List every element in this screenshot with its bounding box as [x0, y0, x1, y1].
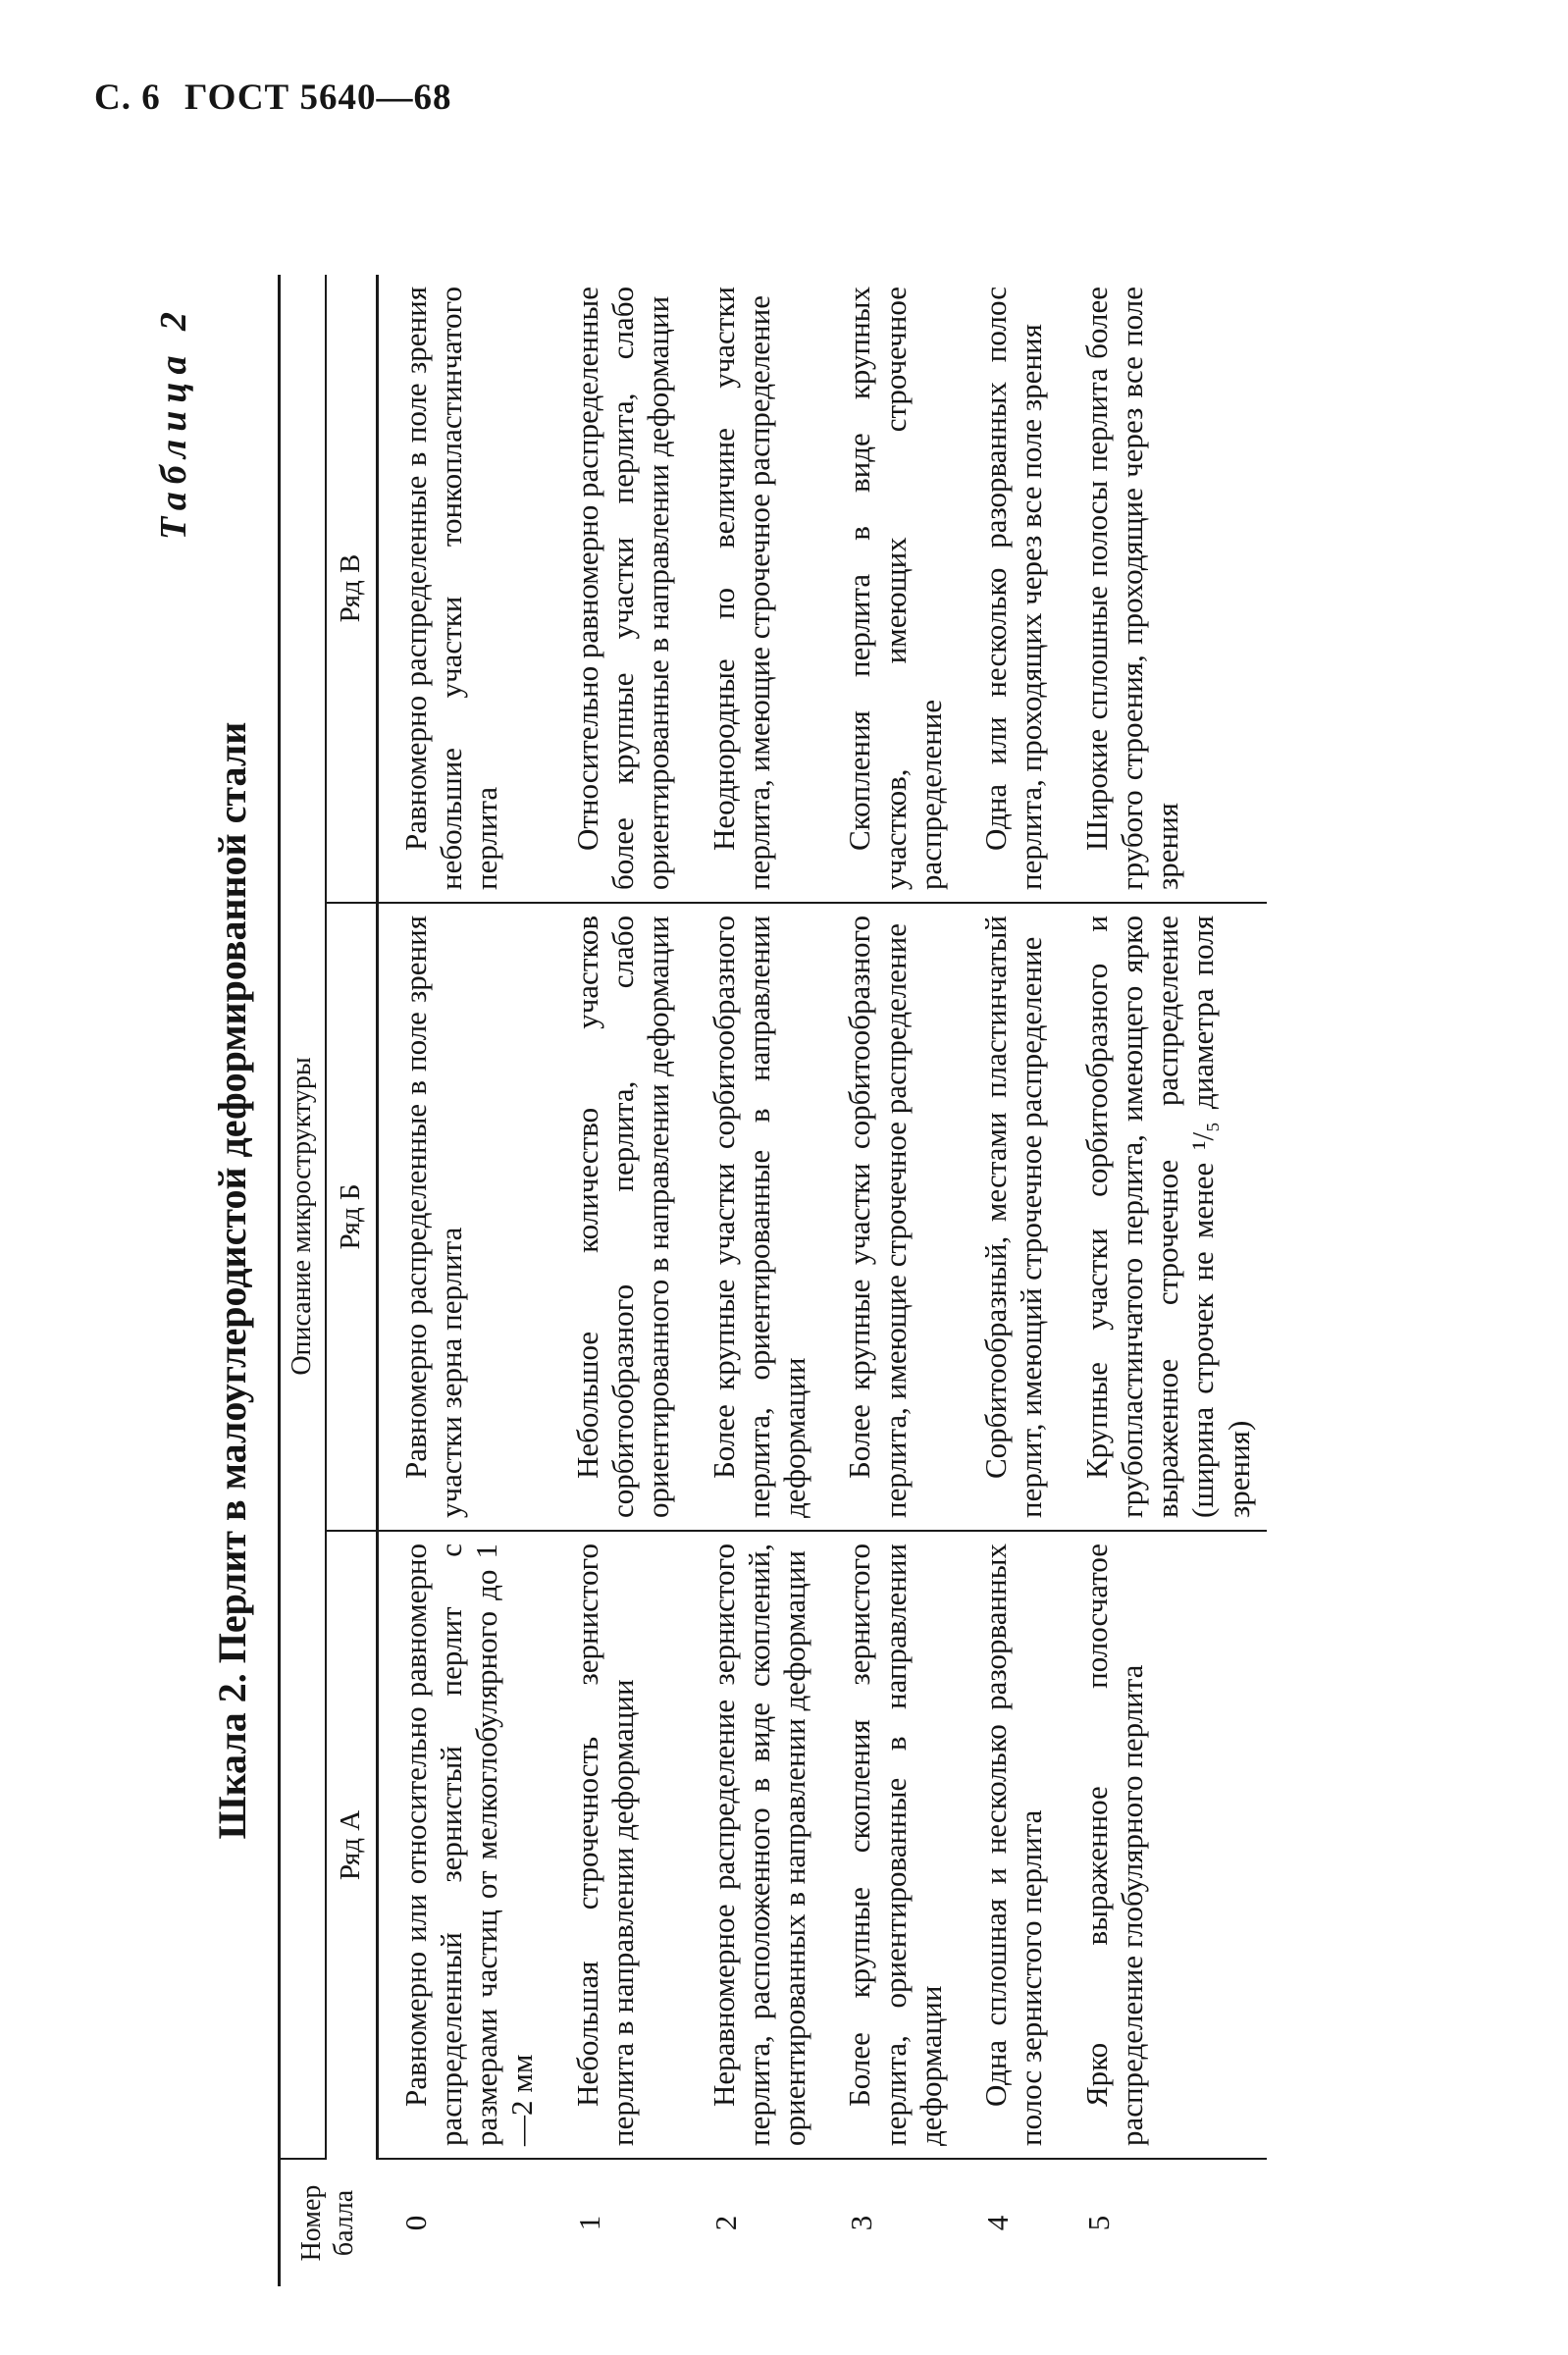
row-a-cell: Более крупные скопления зернистого перлита, ориентированные в направлении деформации	[822, 1531, 959, 2159]
score-cell: 3	[844, 2215, 879, 2231]
score-cell: 4	[980, 2215, 1016, 2231]
row-a-cell: Ярко выраженное полосчатое распределение глобулярного перлита	[1060, 1531, 1267, 2159]
row-b-cell: Равномерно распределенные в поле зрения участки зерна перлита	[377, 903, 550, 1531]
row-b-cell: Сорбитообразный, местами пластинчатый перлит, имеющий строчечное распределение	[959, 903, 1060, 1531]
row-a-cell: Равномерно или относительно равномерно распределенный зернистый перлит с размерами частиц от мелкоглобулярного до 1—2 мм	[377, 1531, 550, 2159]
table-row	[550, 275, 687, 2286]
row-c-cell: Одна или несколько разорванных полос перлита, проходящих через все поле зрения	[959, 275, 1060, 903]
table-row	[822, 275, 959, 2286]
page-number: С. 6	[94, 78, 161, 118]
column-header-group: Описание микроструктуры	[280, 275, 326, 2159]
page-header	[94, 77, 451, 119]
table-title: Шкала 2. Перлит в малоуглеродистой деформированной стали	[210, 721, 254, 1840]
table-row	[377, 275, 550, 2286]
row-b-cell: Более крупные участки сорбитообразного перлита, имеющие строчечное распределение	[822, 903, 959, 1531]
row-c-cell: Скопления перлита в виде крупных участков, имеющих строчечное распределение	[822, 275, 959, 903]
score-cell: 0	[398, 2215, 434, 2231]
row-a-cell: Неравномерное распределение зернистого перлита, расположенного в виде скоплений, ориентированных в направлении деформации	[687, 1531, 823, 2159]
rotated-table-block	[152, 275, 1457, 2286]
score-cell: 5	[1080, 2215, 1116, 2231]
row-a-cell: Одна сплошная и несколько разорванных полос зернистого перлита	[959, 1531, 1060, 2159]
row-b-cell: Более крупные участки сорбитообразного перлита, ориентированные в направлении деформации	[687, 903, 823, 1531]
row-c-cell: Равномерно распределенные в поле зрения небольшие участки тонкопластинчатого перлита	[377, 275, 550, 903]
column-header-number: Номер балла	[280, 2159, 378, 2286]
table-row	[687, 275, 823, 2286]
column-header-row-a: Ряд А	[326, 1531, 377, 2159]
pearlite-scale-table	[278, 275, 1267, 2286]
row-a-cell: Небольшая строчечность зернистого перлита в направлении деформации	[550, 1531, 687, 2159]
column-header-row-b: Ряд Б	[326, 903, 377, 1531]
score-cell: 2	[707, 2215, 743, 2231]
table-row	[1060, 275, 1267, 2286]
row-c-cell: Относительно равномерно распределенные более крупные участки перлита, слабо ориентированные в направлении деформации	[550, 275, 687, 903]
document-code: ГОСТ 5640—68	[183, 78, 452, 118]
row-b-cell: Крупные участки сорбитообразного и грубопластинчатого перлита, имеющего ярко выраженное строчечное распределение (ширина строчек не менее ¹/₅ диаметра поля зрения)	[1060, 903, 1267, 1531]
table-row	[959, 275, 1060, 2286]
row-c-cell: Широкие сплошные полосы перлита более грубого строения, проходящие через все поле зрения	[1060, 275, 1267, 903]
column-header-row-c: Ряд В	[326, 275, 377, 903]
score-cell: 1	[571, 2215, 606, 2231]
row-c-cell: Неоднородные по величине участки перлита, имеющие строчечное распределение	[687, 275, 823, 903]
table-label: Таблица 2	[153, 304, 194, 541]
row-b-cell: Небольшое количество участков сорбитообразного перлита, слабо ориентированного в направлении деформации	[550, 903, 687, 1531]
